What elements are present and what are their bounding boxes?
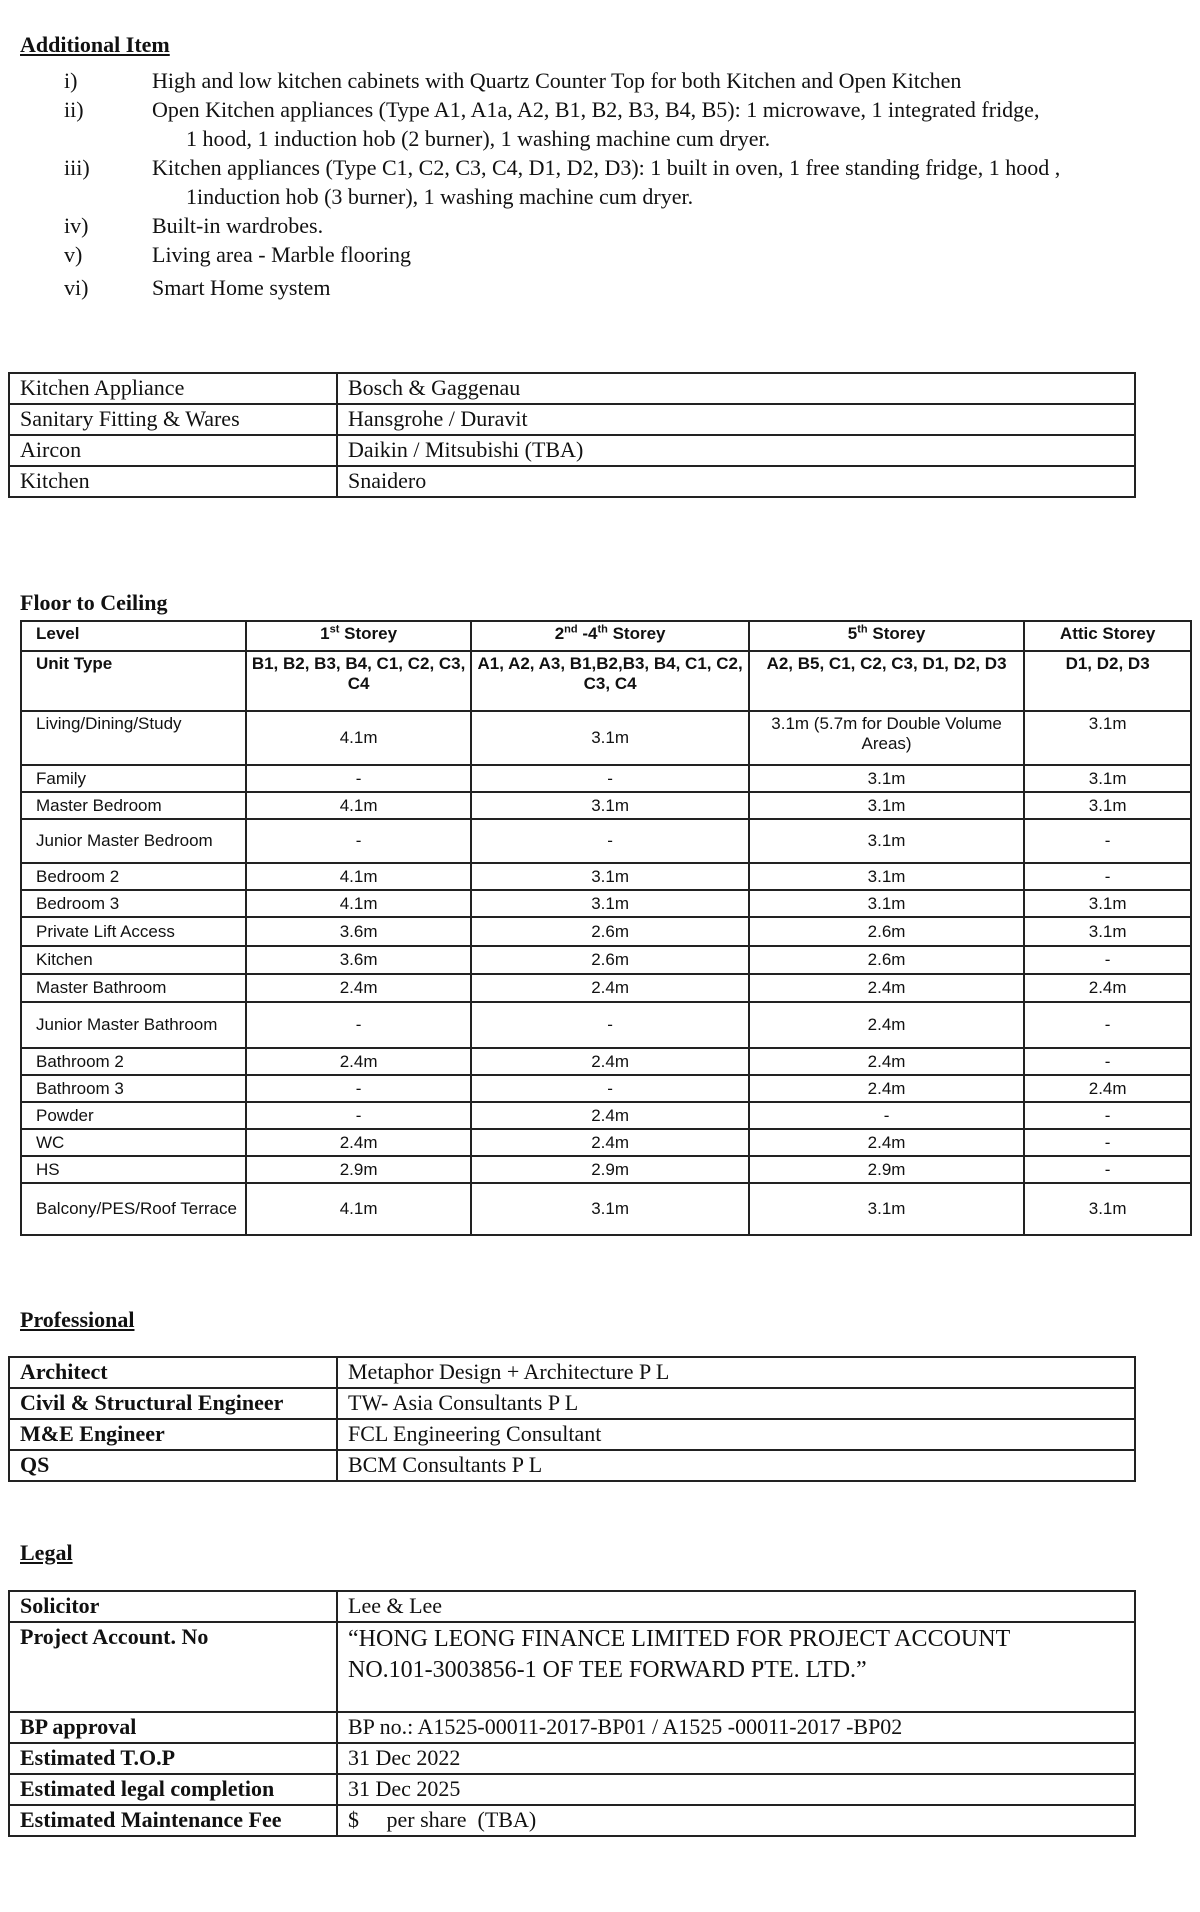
height-value: 2.6m — [749, 917, 1024, 946]
legal-value: BP no.: A1525-00011-2017-BP01 / A1525 -00011-2017 -BP02 — [337, 1712, 1135, 1743]
level-row — [21, 621, 1191, 651]
height-value: 2.4m — [471, 974, 748, 1002]
height-value: 2.4m — [749, 1075, 1024, 1102]
brand-category: Kitchen Appliance — [9, 373, 337, 404]
room-label: Balcony/PES/Roof Terrace — [21, 1183, 246, 1235]
table-row — [21, 974, 1191, 1002]
height-value: 3.1m — [749, 792, 1024, 819]
height-value: 2.4m — [246, 1129, 472, 1156]
legal-value: $ per share (TBA) — [337, 1805, 1135, 1836]
legal-heading: Legal — [20, 1540, 73, 1565]
project-account-line: NO.101-3003856-1 OF TEE FORWARD PTE. LTD.” — [348, 1657, 867, 1683]
height-value: - — [1024, 1002, 1191, 1048]
additional-item-heading: Additional Item — [20, 32, 170, 57]
item-text: Built-in wardrobes. — [152, 213, 324, 238]
storey-header: 2nd -4th Storey — [471, 621, 748, 651]
height-value: - — [246, 765, 472, 792]
floor-to-ceiling-table — [20, 620, 1192, 1236]
height-value: 2.6m — [471, 946, 748, 974]
additional-item-list — [20, 66, 1180, 302]
height-value: 2.4m — [749, 1002, 1024, 1048]
height-value: 4.1m — [246, 711, 472, 765]
room-label: Master Bathroom — [21, 974, 246, 1002]
height-value: - — [471, 1075, 748, 1102]
table-row — [21, 1156, 1191, 1183]
height-value: - — [246, 819, 472, 863]
height-value: - — [1024, 1102, 1191, 1129]
table-row — [9, 1774, 1135, 1805]
room-label: Master Bedroom — [21, 792, 246, 819]
unit-types: A2, B5, C1, C2, C3, D1, D2, D3 — [749, 651, 1024, 711]
legal-label: Estimated T.O.P — [9, 1743, 337, 1774]
height-value: 3.6m — [246, 917, 472, 946]
room-label: Junior Master Bedroom — [21, 819, 246, 863]
professional-table — [8, 1356, 1136, 1482]
room-label: Bedroom 3 — [21, 890, 246, 917]
height-value: 4.1m — [246, 792, 472, 819]
height-value: 2.4m — [749, 1048, 1024, 1075]
height-value: - — [471, 765, 748, 792]
brands-table — [8, 372, 1136, 498]
firm-name: FCL Engineering Consultant — [337, 1419, 1135, 1450]
table-row — [9, 1591, 1135, 1622]
table-row — [21, 1183, 1191, 1235]
height-value: 2.4m — [471, 1102, 748, 1129]
height-value: 3.1m — [749, 890, 1024, 917]
list-item — [20, 273, 1180, 302]
table-row — [9, 1419, 1135, 1450]
legal-value: Lee & Lee — [337, 1591, 1135, 1622]
table-row — [9, 1388, 1135, 1419]
height-value: 2.4m — [246, 1048, 472, 1075]
table-row — [21, 1129, 1191, 1156]
role-label: QS — [9, 1450, 337, 1481]
height-value: 3.1m — [1024, 917, 1191, 946]
list-item — [20, 153, 1180, 211]
room-label: WC — [21, 1129, 246, 1156]
list-item — [20, 211, 1180, 240]
legal-label: Solicitor — [9, 1591, 337, 1622]
room-label: Bedroom 2 — [21, 863, 246, 890]
height-value: 3.1m — [1024, 1183, 1191, 1235]
height-value: 3.1m — [471, 1183, 748, 1235]
height-value: 2.4m — [749, 974, 1024, 1002]
item-text: Open Kitchen appliances (Type A1, A1a, A2, B1, B2, B3, B4, B5): 1 microwave, 1 integrated fridge, — [152, 97, 1040, 122]
height-value: 2.6m — [471, 917, 748, 946]
room-label: Bathroom 2 — [21, 1048, 246, 1075]
unit-type-label: Unit Type — [21, 651, 246, 711]
level-label: Level — [21, 621, 246, 651]
table-row — [9, 1357, 1135, 1388]
table-row — [9, 404, 1135, 435]
height-value: - — [1024, 1048, 1191, 1075]
project-account-line: “HONG LEONG FINANCE LIMITED FOR PROJECT ACCOUNT — [348, 1626, 1011, 1652]
height-value: 3.1m — [749, 819, 1024, 863]
height-value: 2.4m — [749, 1129, 1024, 1156]
height-value: - — [246, 1102, 472, 1129]
legal-label: Estimated Maintenance Fee — [9, 1805, 337, 1836]
height-value: - — [1024, 1129, 1191, 1156]
height-value: 4.1m — [246, 1183, 472, 1235]
floor-to-ceiling-heading: Floor to Ceiling — [20, 590, 168, 615]
table-row — [21, 792, 1191, 819]
height-value: - — [471, 819, 748, 863]
firm-name: Metaphor Design + Architecture P L — [337, 1357, 1135, 1388]
room-label: HS — [21, 1156, 246, 1183]
item-number: iv) — [64, 213, 89, 238]
table-row — [9, 373, 1135, 404]
firm-name: BCM Consultants P L — [337, 1450, 1135, 1481]
table-row — [21, 1075, 1191, 1102]
height-value: 3.1m — [1024, 890, 1191, 917]
item-number: i) — [64, 68, 78, 93]
table-row — [21, 819, 1191, 863]
legal-value: 31 Dec 2022 — [337, 1743, 1135, 1774]
table-row — [21, 711, 1191, 765]
table-row — [21, 1002, 1191, 1048]
height-value: - — [246, 1075, 472, 1102]
height-value: 2.4m — [246, 974, 472, 1002]
legal-label: Estimated legal completion — [9, 1774, 337, 1805]
item-number: vi) — [64, 275, 89, 300]
list-item — [20, 95, 1180, 153]
height-value: 3.1m — [1024, 765, 1191, 792]
brand-category: Sanitary Fitting & Wares — [9, 404, 337, 435]
height-value: 2.9m — [749, 1156, 1024, 1183]
item-text: Kitchen appliances (Type C1, C2, C3, C4, D1, D2, D3): 1 built in oven, 1 free standing fridge, 1 hood , — [152, 155, 1061, 180]
height-value: - — [1024, 946, 1191, 974]
professional-heading: Professional — [20, 1307, 135, 1332]
item-text: High and low kitchen cabinets with Quartz Counter Top for both Kitchen and Open Kitchen — [152, 68, 962, 93]
height-value: 2.4m — [471, 1129, 748, 1156]
role-label: M&E Engineer — [9, 1419, 337, 1450]
room-label: Powder — [21, 1102, 246, 1129]
height-value: 2.4m — [1024, 1075, 1191, 1102]
legal-value — [337, 1622, 1135, 1712]
legal-table — [8, 1590, 1136, 1837]
table-row — [21, 863, 1191, 890]
height-value: - — [246, 1002, 472, 1048]
table-row — [21, 765, 1191, 792]
brand-name: Daikin / Mitsubishi (TBA) — [337, 435, 1135, 466]
height-value: - — [1024, 1156, 1191, 1183]
height-value: 4.1m — [246, 890, 472, 917]
legal-value: 31 Dec 2025 — [337, 1774, 1135, 1805]
item-number: iii) — [64, 155, 90, 180]
height-value: - — [1024, 819, 1191, 863]
table-row — [9, 435, 1135, 466]
height-value: 2.9m — [246, 1156, 472, 1183]
storey-header: 1st Storey — [246, 621, 472, 651]
role-label: Architect — [9, 1357, 337, 1388]
storey-header: 5th Storey — [749, 621, 1024, 651]
height-value: 2.4m — [1024, 974, 1191, 1002]
item-text-continued: 1induction hob (3 burner), 1 washing machine cum dryer. — [186, 184, 694, 209]
brand-name: Hansgrohe / Duravit — [337, 404, 1135, 435]
item-text: Living area - Marble flooring — [152, 242, 412, 267]
item-text: Smart Home system — [152, 275, 331, 300]
height-value: 4.1m — [246, 863, 472, 890]
table-row — [9, 1712, 1135, 1743]
room-label: Private Lift Access — [21, 917, 246, 946]
unit-types: A1, A2, A3, B1,B2,B3, B4, C1, C2, C3, C4 — [471, 651, 748, 711]
height-value: 2.6m — [749, 946, 1024, 974]
list-item — [20, 66, 1180, 95]
brand-name: Snaidero — [337, 466, 1135, 497]
table-row — [9, 1805, 1135, 1836]
room-label: Bathroom 3 — [21, 1075, 246, 1102]
table-row — [21, 1048, 1191, 1075]
height-value: 2.4m — [471, 1048, 748, 1075]
table-row — [9, 1450, 1135, 1481]
table-row — [9, 466, 1135, 497]
height-value: 3.1m — [471, 890, 748, 917]
firm-name: TW- Asia Consultants P L — [337, 1388, 1135, 1419]
height-value: 3.1m — [1024, 792, 1191, 819]
height-value: - — [471, 1002, 748, 1048]
height-value: - — [749, 1102, 1024, 1129]
room-label: Kitchen — [21, 946, 246, 974]
height-value: 2.9m — [471, 1156, 748, 1183]
height-value: 3.1m — [749, 1183, 1024, 1235]
legal-label: Project Account. No — [9, 1622, 337, 1712]
storey-header: Attic Storey — [1024, 621, 1191, 651]
table-row — [9, 1743, 1135, 1774]
height-value: - — [1024, 863, 1191, 890]
brand-name: Bosch & Gaggenau — [337, 373, 1135, 404]
table-row — [21, 917, 1191, 946]
unit-types: B1, B2, B3, B4, C1, C2, C3, C4 — [246, 651, 472, 711]
table-row — [9, 1622, 1135, 1712]
height-value: 3.6m — [246, 946, 472, 974]
unit-types: D1, D2, D3 — [1024, 651, 1191, 711]
legal-label: BP approval — [9, 1712, 337, 1743]
height-value: 3.1m — [471, 792, 748, 819]
role-label: Civil & Structural Engineer — [9, 1388, 337, 1419]
height-value: 3.1m — [749, 863, 1024, 890]
item-number: ii) — [64, 97, 84, 122]
room-label: Living/Dining/Study — [21, 711, 246, 765]
item-number: v) — [64, 242, 83, 267]
brand-category: Kitchen — [9, 466, 337, 497]
height-value: 3.1m — [749, 765, 1024, 792]
room-label: Junior Master Bathroom — [21, 1002, 246, 1048]
height-value: 3.1m — [1024, 711, 1191, 765]
height-value: 3.1m — [471, 863, 748, 890]
unit-type-row — [21, 651, 1191, 711]
height-value: 3.1m (5.7m for Double Volume Areas) — [749, 711, 1024, 765]
table-row — [21, 1102, 1191, 1129]
table-row — [21, 890, 1191, 917]
item-text-continued: 1 hood, 1 induction hob (2 burner), 1 washing machine cum dryer. — [186, 126, 771, 151]
table-row — [21, 946, 1191, 974]
room-label: Family — [21, 765, 246, 792]
list-item — [20, 240, 1180, 269]
height-value: 3.1m — [471, 711, 748, 765]
brand-category: Aircon — [9, 435, 337, 466]
